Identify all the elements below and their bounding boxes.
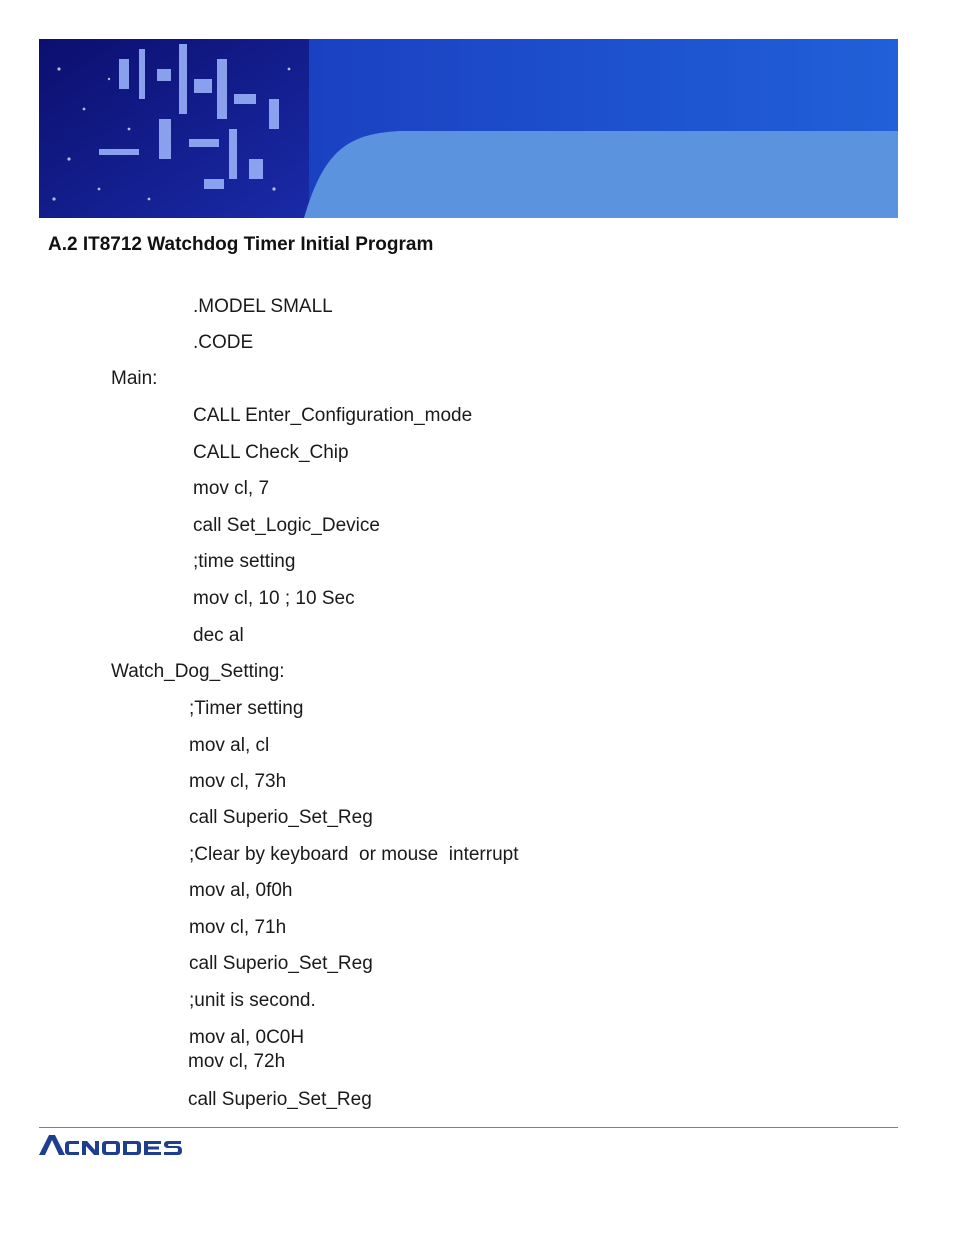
code-line: mov cl, 73h — [189, 771, 287, 792]
code-line: dec al — [193, 625, 244, 646]
code-line: call Superio_Set_Reg — [189, 807, 373, 828]
code-line: call Superio_Set_Reg — [189, 953, 373, 974]
code-line: .CODE — [193, 332, 254, 353]
code-line: mov cl, 7 — [193, 478, 270, 499]
footer-divider — [39, 1127, 898, 1128]
section-title: A.2 IT8712 Watchdog Timer Initial Program — [48, 234, 434, 255]
code-line: mov al, 0C0H — [189, 1027, 305, 1048]
code-comment: ;unit is second. — [189, 990, 316, 1011]
code-comment: ;Clear by keyboard or mouse interrupt — [189, 844, 519, 865]
code-line: mov cl, 71h — [189, 917, 287, 938]
code-line: call Set_Logic_Device — [193, 515, 380, 536]
code-label: Watch_Dog_Setting: — [111, 661, 285, 682]
code-line: call Superio_Set_Reg — [188, 1089, 372, 1110]
acnodes-logo-icon — [39, 1133, 199, 1161]
code-line: mov al, 0f0h — [189, 880, 293, 901]
circuit-board-banner-image — [39, 39, 898, 218]
acnodes-logo — [39, 1133, 199, 1161]
code-line: mov cl, 72h — [188, 1051, 286, 1072]
code-line: mov cl, 10 ; 10 Sec — [193, 588, 355, 609]
code-label: Main: — [111, 368, 158, 389]
code-comment: ;Timer setting — [189, 698, 304, 719]
header-banner — [39, 39, 898, 218]
code-line: mov al, cl — [189, 735, 270, 756]
code-comment: ;time setting — [193, 551, 296, 572]
code-line: CALL Enter_Configuration_mode — [193, 405, 473, 426]
code-line: .MODEL SMALL — [193, 296, 333, 317]
code-line: CALL Check_Chip — [193, 442, 349, 463]
